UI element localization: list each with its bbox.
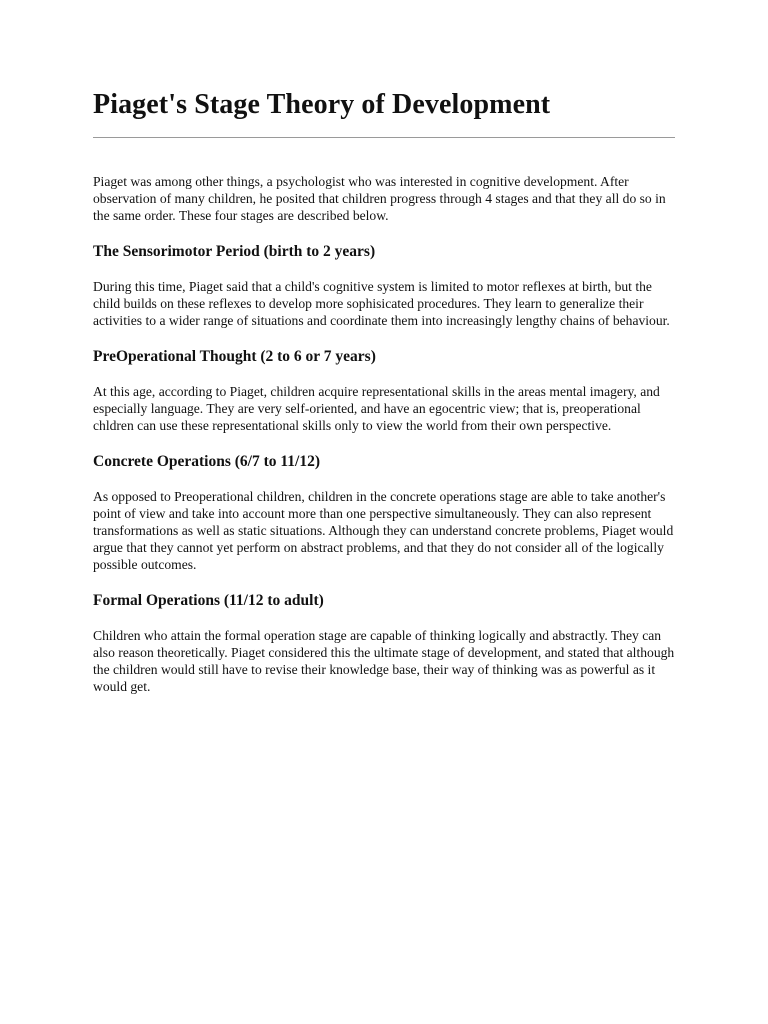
section-heading: The Sensorimotor Period (birth to 2 years) bbox=[93, 243, 376, 260]
intro-paragraph: Piaget was among other things, a psychologist who was interested in cognitive development. After observation of many children, he posited that children progress through 4 stages and that they all do so in the same order. These four stages are described below. bbox=[93, 174, 666, 223]
section-formal-operations bbox=[93, 591, 675, 695]
page-title: Piaget's Stage Theory of Development bbox=[93, 89, 551, 120]
section-concrete-operations bbox=[93, 452, 675, 573]
section-preoperational bbox=[93, 347, 675, 434]
section-paragraph: During this time, Piaget said that a child's cognitive system is limited to motor reflexes at birth, but the child builds on these reflexes to develop more sophisicated procedures. They learn to generalize their activities to a wider range of situations and coordinate them into increasingly lengthy chains of behaviour. bbox=[93, 279, 670, 328]
document-page bbox=[93, 86, 675, 695]
section-sensorimotor bbox=[93, 242, 675, 329]
section-paragraph: At this age, according to Piaget, children acquire representational skills in the areas mental imagery, and especially language. They are very self-oriented, and have an egocentric view; that is, preoperational chldren can use these representational skills only to view the world from their own perspective. bbox=[93, 384, 660, 433]
section-heading: PreOperational Thought (2 to 6 or 7 years) bbox=[93, 348, 376, 365]
title-divider bbox=[93, 137, 675, 138]
section-heading: Formal Operations (11/12 to adult) bbox=[93, 592, 324, 609]
section-paragraph: As opposed to Preoperational children, children in the concrete operations stage are able to take another's point of view and take into account more than one perspective simultaneously. They can also represent transformations as well as static situations. Although they can understand concrete problems, Piaget would argue that they cannot yet perform on abstract problems, and that they do not consider all of the logically possible outcomes. bbox=[93, 489, 674, 572]
section-heading: Concrete Operations (6/7 to 11/12) bbox=[93, 453, 321, 470]
section-paragraph: Children who attain the formal operation stage are capable of thinking logically and abstractly. They can also reason theoretically. Piaget considered this the ultimate stage of development, and stated that although the children would still have to revise their knowledge base, their way of thinking was as powerful as it would get. bbox=[93, 628, 675, 694]
